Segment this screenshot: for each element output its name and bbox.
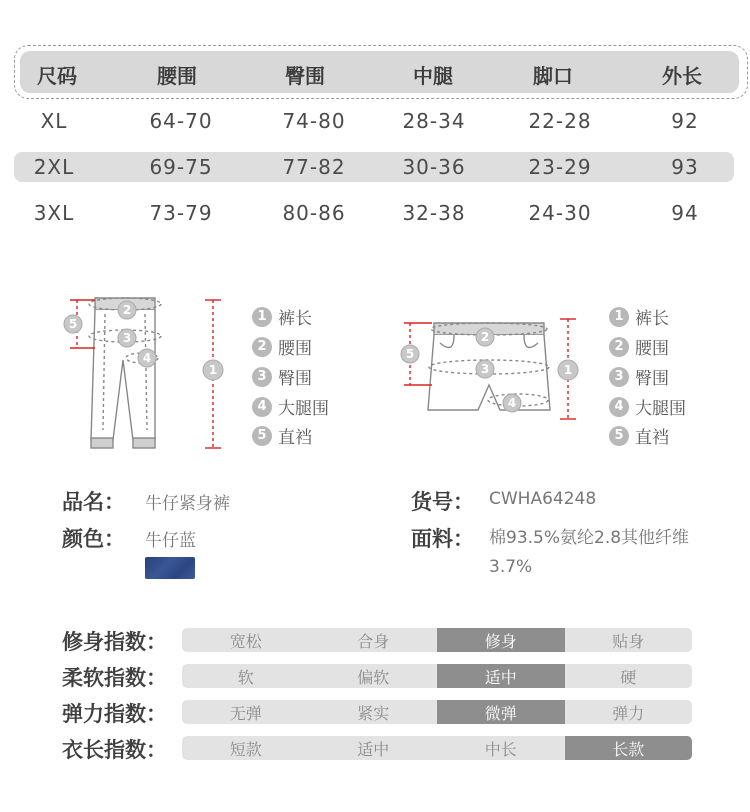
number-icon: 4 xyxy=(609,397,629,417)
number-icon: 5 xyxy=(609,426,629,446)
legend-item: 4 大腿围 xyxy=(609,394,686,419)
pants-marker-4: 4 xyxy=(142,351,152,365)
number-icon: 3 xyxy=(252,367,272,387)
index-option: 弹力 xyxy=(612,703,645,723)
product-sku-value: CWHA64248 xyxy=(489,489,597,509)
product-color-value: 牛仔蓝 xyxy=(145,531,196,551)
size-cell: 28-34 xyxy=(402,109,466,133)
size-cell: XL xyxy=(40,109,68,133)
legend-item: 1 裤长 xyxy=(252,304,312,329)
legend-item: 4 大腿围 xyxy=(252,394,329,419)
product-name-label: 品名： xyxy=(62,490,125,514)
product-color-label: 颜色： xyxy=(62,527,125,551)
size-cell: 77-82 xyxy=(282,155,346,179)
index-option-selected: 微弹 xyxy=(437,700,565,724)
size-cell: 32-38 xyxy=(402,201,466,225)
pants-marker-1: 1 xyxy=(208,363,218,377)
index-option-selected: 长款 xyxy=(565,736,693,760)
size-header-cell: 脚口 xyxy=(533,64,573,88)
size-cell: 2XL xyxy=(33,155,75,179)
index-option: 合身 xyxy=(357,631,390,651)
shorts-marker-3: 3 xyxy=(480,362,490,376)
pants-marker-2: 2 xyxy=(122,303,132,317)
color-swatch xyxy=(145,557,195,579)
index-option-selected: 适中 xyxy=(437,664,565,688)
legend-item: 5 直裆 xyxy=(252,423,312,448)
size-cell: 22-28 xyxy=(528,109,592,133)
size-cell: 93 xyxy=(671,155,699,179)
number-icon: 2 xyxy=(252,337,272,357)
index-option: 短款 xyxy=(229,739,262,759)
pants-marker-5: 5 xyxy=(68,317,78,331)
shorts-marker-4: 4 xyxy=(507,396,517,410)
number-icon: 5 xyxy=(252,426,272,446)
size-table-header xyxy=(20,51,739,93)
size-cell: 64-70 xyxy=(149,109,213,133)
size-row-band xyxy=(14,152,734,182)
shorts-marker-5: 5 xyxy=(405,347,415,361)
shorts-measurement-diagram xyxy=(398,315,588,430)
size-cell: 3XL xyxy=(33,201,75,225)
size-cell: 74-80 xyxy=(282,109,346,133)
index-option: 中长 xyxy=(484,739,517,759)
index-option: 软 xyxy=(237,667,254,687)
size-cell: 69-75 xyxy=(149,155,213,179)
index-option: 适中 xyxy=(357,739,390,759)
product-material-label: 面料： xyxy=(411,527,474,551)
pants-measurement-diagram xyxy=(55,290,235,460)
legend-item: 3 臀围 xyxy=(252,364,312,389)
product-sku-label: 货号： xyxy=(411,490,474,514)
index-option: 紧实 xyxy=(357,703,390,723)
size-cell: 73-79 xyxy=(149,201,213,225)
fit-index-label: 修身指数： xyxy=(62,630,167,654)
index-option: 无弹 xyxy=(229,703,262,723)
size-cell: 80-86 xyxy=(282,201,346,225)
pants-marker-3: 3 xyxy=(122,331,132,345)
length-index-label: 衣长指数： xyxy=(62,738,167,762)
shorts-marker-2: 2 xyxy=(480,330,490,344)
size-cell: 24-30 xyxy=(528,201,592,225)
size-cell: 30-36 xyxy=(402,155,466,179)
size-header-cell: 腰围 xyxy=(157,64,197,88)
fit-index-bar xyxy=(182,628,692,652)
softness-index-bar xyxy=(182,664,692,688)
size-header-cell: 中腿 xyxy=(413,64,453,88)
length-index-bar xyxy=(182,736,692,760)
number-icon: 1 xyxy=(252,307,272,327)
size-header-cell: 尺码 xyxy=(37,64,77,88)
size-header-cell: 臀围 xyxy=(285,64,325,88)
index-option: 宽松 xyxy=(229,631,262,651)
elasticity-index-bar xyxy=(182,700,692,724)
elasticity-index-label: 弹力指数： xyxy=(62,702,167,726)
legend-item: 5 直裆 xyxy=(609,423,669,448)
size-cell: 23-29 xyxy=(528,155,592,179)
product-name-value: 牛仔紧身裤 xyxy=(145,494,230,514)
legend-item: 2 腰围 xyxy=(252,334,312,359)
number-icon: 4 xyxy=(252,397,272,417)
index-option: 硬 xyxy=(620,667,637,687)
legend-item: 1 裤长 xyxy=(609,304,669,329)
index-option: 贴身 xyxy=(612,631,645,651)
softness-index-label: 柔软指数： xyxy=(62,666,167,690)
index-option: 偏软 xyxy=(357,667,390,687)
size-header-cell: 外长 xyxy=(662,64,702,88)
legend-item: 2 腰围 xyxy=(609,334,669,359)
index-option-selected: 修身 xyxy=(437,628,565,652)
product-material-value: 棉93.5%氨纶2.8其他纤维3.7% xyxy=(489,528,690,577)
size-cell: 92 xyxy=(671,109,699,133)
size-cell: 94 xyxy=(671,201,699,225)
shorts-marker-1: 1 xyxy=(563,363,573,377)
number-icon: 1 xyxy=(609,307,629,327)
legend-item: 3 臀围 xyxy=(609,364,669,389)
number-icon: 3 xyxy=(609,367,629,387)
number-icon: 2 xyxy=(609,337,629,357)
